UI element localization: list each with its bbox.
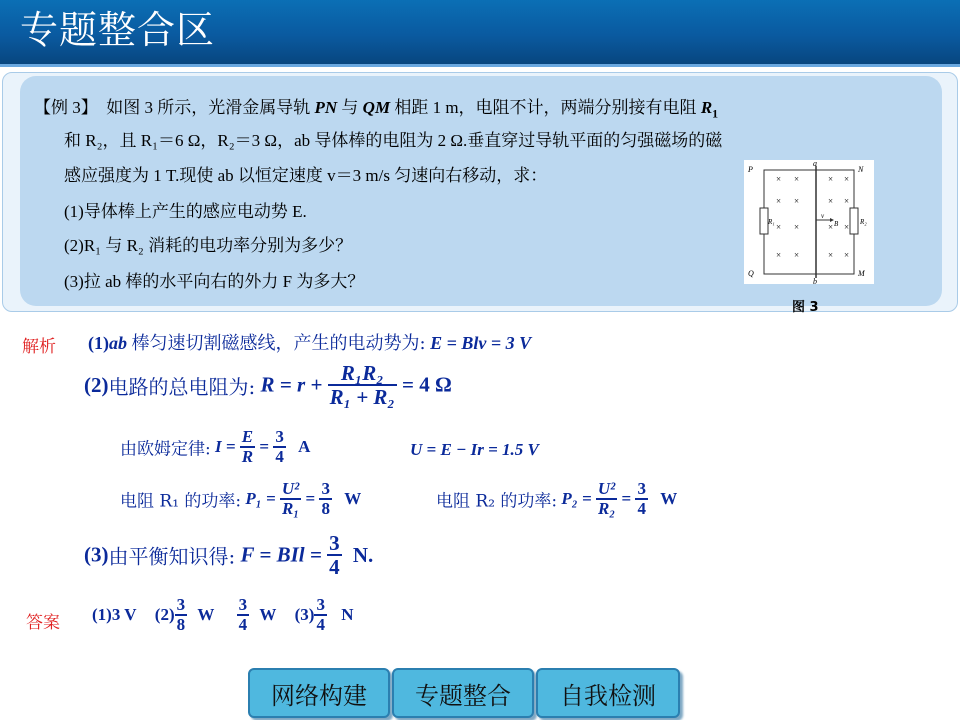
label-b: b — [813, 277, 817, 284]
field-cross: × — [776, 250, 782, 260]
ohm-unit: A — [298, 436, 311, 456]
step-3-unit: N. — [352, 542, 374, 567]
step-3-lhs: F = BIl = — [240, 542, 322, 567]
label-r1: R₁ — [768, 218, 775, 226]
r1-symbol: R — [700, 98, 713, 117]
power-r2-value-denominator: 4 — [637, 498, 646, 518]
nav-topic-integration-button[interactable]: 专题整合 — [392, 668, 534, 718]
field-cross: × — [844, 250, 850, 260]
power-r2-value-numerator: 3 — [637, 479, 646, 498]
solution-label: 解析 — [22, 337, 56, 357]
power-r1-text: 电阻 R₁ 的功率: — [120, 491, 242, 512]
example-tag: 【例 3】 — [34, 98, 98, 117]
step-3-fraction — [327, 532, 342, 578]
power-r1-numerator: U² — [281, 479, 300, 498]
field-cross: × — [828, 196, 834, 206]
ohm-value-fraction — [273, 428, 286, 466]
field-cross: × — [794, 196, 800, 206]
example-line-1-conj: 与 — [341, 98, 359, 117]
label-n: N — [858, 165, 864, 174]
step-2-result: = 4 Ω — [402, 372, 452, 397]
power-r2-equals: = — [621, 488, 632, 508]
r1-subscript: 1 — [712, 106, 719, 121]
answer-2-denominator-2: 4 — [238, 614, 248, 634]
step-3-numerator: 3 — [329, 531, 340, 555]
step-1-number: (1) — [88, 333, 109, 353]
power-r1-value-denominator: 8 — [321, 498, 330, 518]
field-cross: × — [776, 196, 782, 206]
example-line-1-text: 如图 3 所示，光滑金属导轨 — [106, 98, 311, 117]
field-cross: × — [844, 222, 850, 232]
solution-step-3 — [84, 532, 373, 578]
circuit-figure — [744, 160, 874, 284]
power-r2-text: 电阻 R₂ 的功率: — [436, 491, 558, 512]
ohm-numerator: E — [241, 427, 254, 446]
nav-self-test-button[interactable]: 自我检测 — [536, 668, 680, 718]
answer-3-fraction — [314, 596, 327, 634]
label-v: v — [821, 212, 825, 220]
nav-network-build-button[interactable]: 网络构建 — [248, 668, 390, 718]
power-r2-numerator: U² — [597, 479, 616, 498]
answer-2-unit-1: W — [197, 604, 215, 624]
step-3-denominator: 4 — [329, 555, 340, 580]
power-r2-fraction — [596, 480, 617, 518]
resistor-r1 — [760, 208, 768, 234]
page-title: 专题整合区 — [20, 8, 216, 52]
resistor-r2 — [850, 208, 858, 234]
ohm-value-denominator: 4 — [275, 446, 284, 466]
answer-3-denominator: 4 — [316, 614, 325, 634]
question-1: (1)导体棒上产生的感应电动势 E. — [64, 202, 307, 221]
power-r1-denominator: R₁ — [281, 498, 300, 518]
power-r1-value — [319, 480, 332, 518]
ohm-value-numerator: 3 — [275, 427, 284, 446]
answer-2-fraction-1 — [175, 596, 188, 634]
step-2-denominator: R₁ + R₂ — [329, 385, 395, 410]
field-cross: × — [776, 222, 782, 232]
power-r2-lhs: P₂ = — [561, 488, 592, 508]
step-1-rod: ab — [109, 333, 127, 353]
step-3-number: (3) — [84, 542, 109, 567]
answer-2-unit-2: W — [259, 604, 277, 624]
label-q: Q — [748, 269, 754, 278]
step-2-lhs: R = r + — [260, 372, 323, 397]
example-line-1 — [34, 96, 718, 125]
field-cross: × — [844, 174, 850, 184]
step-1-text: 棒匀速切割磁感线，产生的电动势为: — [131, 333, 426, 354]
ohm-law-fraction — [240, 428, 255, 466]
answer-2-number: (2) — [154, 604, 175, 624]
label-r2: R₂ — [860, 218, 867, 226]
field-cross: × — [794, 174, 800, 184]
question-3: (3)拉 ab 棒的水平向右的外力 F 为多大？ — [64, 272, 365, 291]
power-r2-unit: W — [660, 488, 678, 508]
rail-qm: QM — [362, 98, 391, 117]
field-cross: × — [828, 250, 834, 260]
power-r1-unit: W — [344, 488, 362, 508]
answer-2-numerator-2: 3 — [238, 595, 248, 614]
answer-2-numerator-1: 3 — [176, 595, 186, 614]
label-p: P — [748, 165, 753, 174]
magnetic-field-crosses — [776, 174, 849, 260]
ohm-law-line — [120, 428, 310, 466]
step-2-text: 电路的总电阻为: — [108, 374, 256, 399]
answer-label: 答案 — [26, 613, 60, 633]
answer-3-numerator: 3 — [316, 595, 325, 614]
example-line-2: 和 R₂，且 R₁＝6 Ω，R₂＝3 Ω，ab 导体棒的电阻为 2 Ω.垂直穿过导轨平面的匀强磁场的磁 — [64, 131, 723, 150]
field-cross: × — [776, 174, 782, 184]
answer-2-denominator-1: 8 — [176, 614, 186, 634]
step-3-text: 由平衡知识得: — [108, 544, 236, 569]
voltage-formula — [410, 440, 539, 460]
field-cross: × — [828, 174, 834, 184]
circuit-diagram — [744, 160, 874, 284]
solution-step-1 — [88, 330, 531, 357]
field-cross: × — [794, 222, 800, 232]
step-1-formula: E = Blv = 3 V — [430, 333, 532, 353]
example-line-1-rest: 相距 1 m，电阻不计，两端分别接有电阻 — [394, 98, 697, 117]
power-r1-line — [120, 480, 361, 518]
step-2-fraction — [328, 362, 397, 408]
label-a: a — [813, 160, 817, 168]
field-cross: × — [828, 222, 834, 232]
example-line-3: 感应强度为 1 T.现使 ab 以恒定速度 v＝3 m/s 匀速向右移动，求： — [64, 166, 548, 185]
answer-line — [92, 596, 353, 634]
ohm-law-lhs: I = — [214, 436, 236, 456]
answer-2-fraction-2 — [237, 596, 250, 634]
answer-3-number: (3) — [294, 604, 315, 624]
power-r1-fraction — [280, 480, 301, 518]
field-cross: × — [794, 250, 800, 260]
power-r2-denominator: R₂ — [597, 498, 616, 518]
label-m: M — [858, 269, 865, 278]
field-cross: × — [844, 196, 850, 206]
voltage-formula-text: U = E − Ir = 1.5 V — [410, 440, 539, 459]
answer-3-unit: N — [341, 604, 354, 624]
header-bar — [0, 0, 960, 64]
power-r1-equals: = — [305, 488, 316, 508]
power-r2-line — [436, 480, 677, 518]
answer-1: (1)3 V — [92, 604, 137, 624]
ohm-equals: = — [259, 436, 270, 456]
power-r1-value-numerator: 3 — [321, 479, 330, 498]
figure-caption: 图 3 — [792, 300, 819, 315]
ohm-law-text: 由欧姆定律: — [120, 439, 211, 460]
solution-step-2 — [84, 362, 452, 408]
power-r2-value — [635, 480, 648, 518]
label-b-field: B — [834, 220, 839, 228]
question-2: (2)R₁ 与 R₂ 消耗的电功率分别为多少？ — [64, 236, 353, 255]
power-r1-lhs: P₁ = — [245, 488, 276, 508]
header-divider — [0, 64, 960, 67]
step-2-numerator: R₁R₂ — [328, 362, 397, 386]
ohm-denominator: R — [241, 446, 254, 466]
step-2-number: (2) — [84, 372, 109, 397]
rail-pn: PN — [314, 98, 338, 117]
